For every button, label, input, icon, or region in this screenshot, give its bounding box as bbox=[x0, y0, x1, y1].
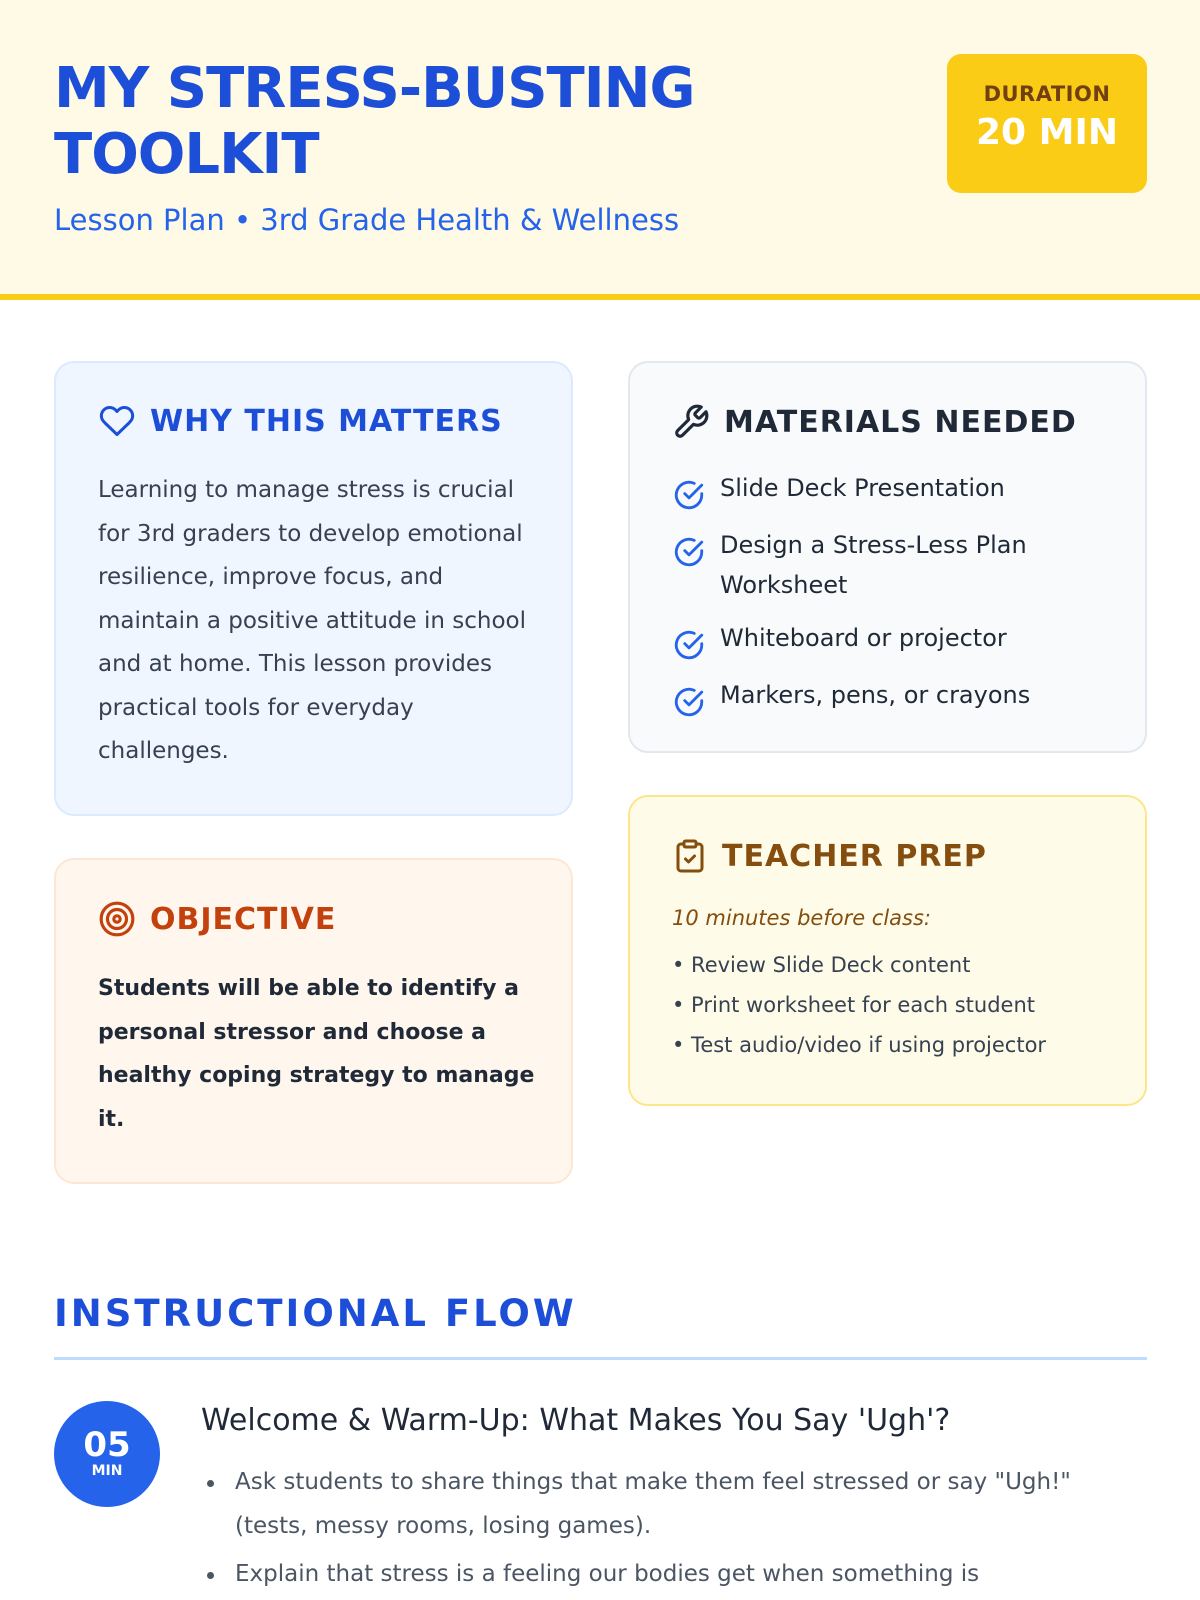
page-subtitle: Lesson Plan • 3rd Grade Health & Wellness bbox=[54, 203, 680, 237]
prep-card-header bbox=[672, 837, 987, 875]
check-circle-icon bbox=[672, 628, 706, 662]
list-item: • Print worksheet for each student bbox=[672, 993, 1036, 1017]
section-divider bbox=[54, 1357, 1147, 1360]
check-circle-icon bbox=[672, 478, 706, 512]
material-label: Whiteboard or projector bbox=[720, 624, 1007, 652]
teacher-prep-card bbox=[628, 795, 1147, 1106]
check-circle-icon bbox=[672, 535, 706, 569]
why-this-matters-card bbox=[54, 361, 573, 816]
clipboard-check-icon bbox=[672, 837, 708, 875]
check-circle-icon bbox=[672, 685, 706, 719]
why-card-header bbox=[98, 403, 503, 439]
step-title: Welcome & Warm-Up: What Makes You Say 'Ugh'? bbox=[201, 1403, 951, 1438]
list-item bbox=[672, 468, 1122, 512]
objective-card bbox=[54, 858, 573, 1184]
material-label: Design a Stress-Less Plan Worksheet bbox=[720, 531, 1027, 599]
list-item: Explain that stress is a feeling our bodies get when something is bbox=[201, 1553, 1131, 1597]
duration-badge bbox=[947, 54, 1147, 193]
objective-card-title: OBJECTIVE bbox=[150, 901, 337, 937]
step-unit: MIN bbox=[91, 1463, 123, 1479]
page-title: MY STRESS-BUSTING TOOLKIT bbox=[54, 56, 695, 187]
step-minutes: 05 bbox=[83, 1425, 131, 1465]
material-label: Markers, pens, or crayons bbox=[720, 681, 1031, 709]
objective-card-text: Students will be able to identify a personal stressor and choose a healthy coping strategy to manage it. bbox=[98, 976, 535, 1132]
target-icon bbox=[98, 900, 136, 938]
list-item: • Test audio/video if using projector bbox=[672, 1033, 1047, 1057]
list-item bbox=[672, 525, 1122, 605]
material-label: Slide Deck Presentation bbox=[720, 474, 1005, 502]
list-item bbox=[672, 618, 1122, 662]
materials-card bbox=[628, 361, 1147, 753]
heart-icon bbox=[98, 403, 136, 439]
step-duration-badge bbox=[54, 1401, 160, 1507]
list-item: Ask students to share things that make them feel stressed or say "Ugh!" (tests, messy rooms, losing games). bbox=[201, 1461, 1131, 1548]
duration-label: DURATION bbox=[983, 82, 1111, 106]
list-item: • Review Slide Deck content bbox=[672, 953, 971, 977]
prep-list bbox=[672, 945, 1122, 1065]
why-card-text: Learning to manage stress is crucial for 3rd graders to develop emotional resilience, improve focus, and maintain a positive attitude in school and at home. This lesson provides practical tools for everyday challenges. bbox=[98, 477, 526, 764]
section-title: INSTRUCTIONAL FLOW bbox=[54, 1292, 577, 1335]
step-bullets bbox=[201, 1461, 1131, 1600]
prep-card-title: TEACHER PREP bbox=[722, 838, 987, 874]
materials-list bbox=[672, 468, 1122, 732]
materials-card-header bbox=[672, 403, 1077, 441]
duration-value: 20 MIN bbox=[976, 112, 1118, 153]
prep-timing: 10 minutes before class: bbox=[672, 906, 932, 930]
why-card-title: WHY THIS MATTERS bbox=[150, 403, 503, 439]
objective-card-header bbox=[98, 900, 336, 938]
wrench-icon bbox=[672, 403, 710, 441]
lesson-header bbox=[0, 0, 1200, 300]
materials-card-title: MATERIALS NEEDED bbox=[724, 404, 1077, 440]
list-item bbox=[672, 675, 1122, 719]
